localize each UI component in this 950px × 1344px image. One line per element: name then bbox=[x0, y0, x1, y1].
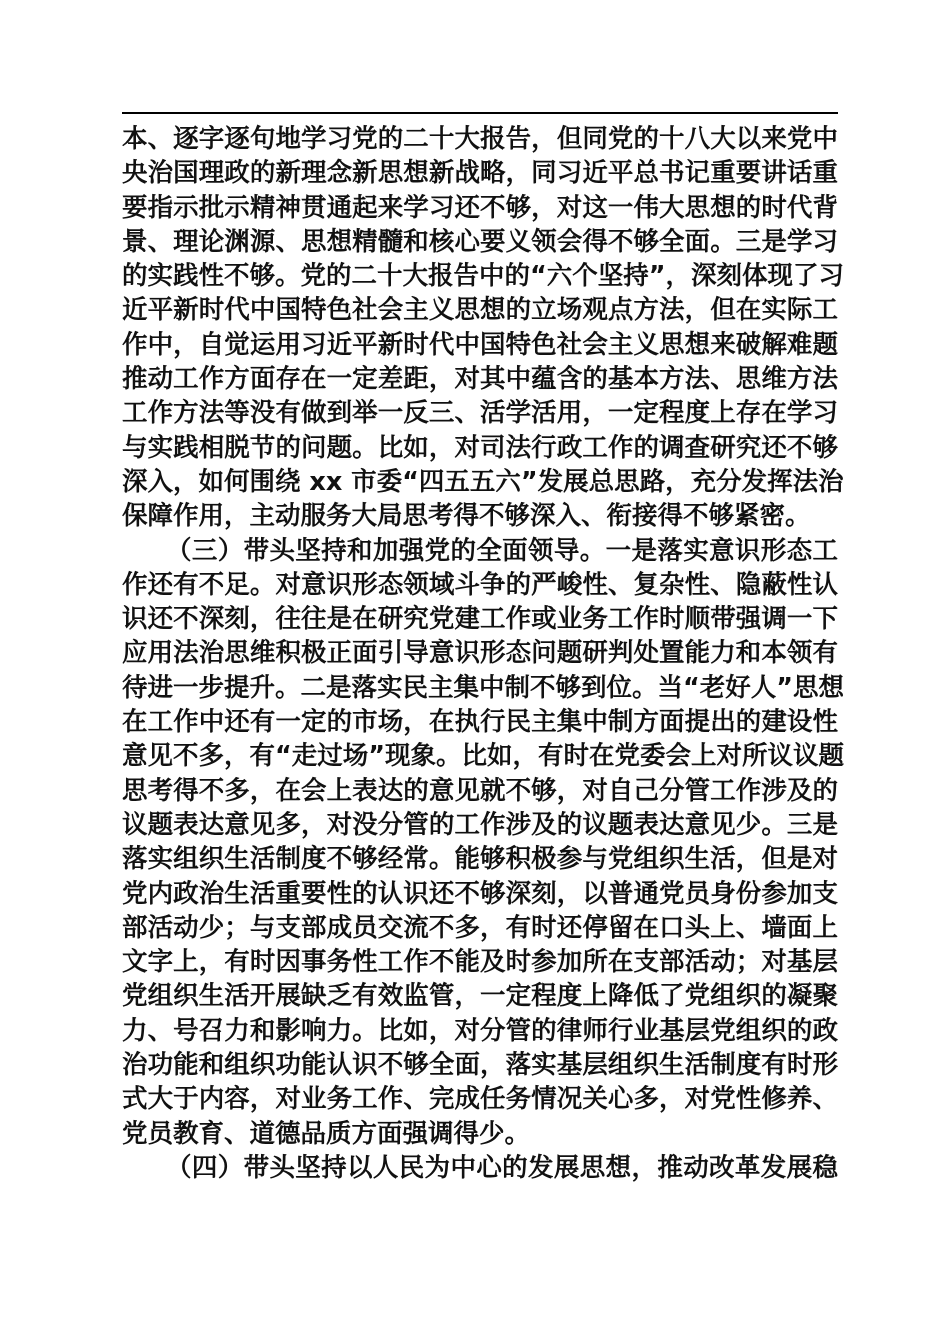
text-line: 治功能和组织功能认识不够全面，落实基层组织生活制度有时形 bbox=[122, 1050, 838, 1081]
text-line: 意见不多，有“走过场”现象。比如，有时在党委会上对所议议题 bbox=[122, 741, 845, 772]
text-line: 式大于内容，对业务工作、完成任务情况关心多，对党性修养、 bbox=[122, 1084, 838, 1115]
text-line: 与实践相脱节的问题。比如，对司法行政工作的调查研究还不够 bbox=[122, 432, 838, 463]
document-body bbox=[122, 122, 845, 1185]
text-line: 工作方法等没有做到举一反三、活学活用，一定程度上存在学习 bbox=[122, 398, 838, 429]
text-line: 党员教育、道德品质方面强调得少。 bbox=[122, 1118, 531, 1149]
text-line: 深入，如何围绕 xx 市委“四五五六”发展总思路，充分发挥法治 bbox=[122, 466, 844, 497]
text-line: 部活动少；与支部成员交流不多，有时还停留在口头上、墙面上 bbox=[122, 912, 838, 943]
text-line: 思考得不多，在会上表达的意见就不够，对自己分管工作涉及的 bbox=[122, 775, 838, 806]
text-line: 应用法治思维积极正面引导意识形态问题研判处置能力和本领有 bbox=[122, 638, 838, 669]
text-line: （三）带头坚持和加强党的全面领导。一是落实意识形态工 bbox=[166, 535, 838, 566]
text-line: 保障作用，主动服务大局思考得不够深入、衔接得不够紧密。 bbox=[122, 501, 811, 532]
text-line: 在工作中还有一定的市场，在执行民主集中制方面提出的建设性 bbox=[122, 707, 838, 738]
text-line: 作还有不足。对意识形态领域斗争的严峻性、复杂性、隐蔽性认 bbox=[122, 569, 838, 600]
text-line: 央治国理政的新理念新思想新战略，同习近平总书记重要讲话重 bbox=[122, 158, 838, 189]
text-line: 识还不深刻，往往是在研究党建工作或业务工作时顺带强调一下 bbox=[122, 604, 838, 635]
text-line: 议题表达意见多，对没分管的工作涉及的议题表达意见少。三是 bbox=[122, 809, 838, 840]
text-line: （四）带头坚持以人民为中心的发展思想，推动改革发展稳 bbox=[166, 1152, 838, 1183]
text-line: 落实组织生活制度不够经常。能够积极参与党组织生活，但是对 bbox=[122, 844, 838, 875]
text-line: 推动工作方面存在一定差距，对其中蕴含的基本方法、思维方法 bbox=[122, 364, 838, 395]
text-line: 党内政治生活重要性的认识还不够深刻，以普通党员身份参加支 bbox=[122, 878, 838, 909]
text-line: 党组织生活开展缺乏有效监管，一定程度上降低了党组织的凝聚 bbox=[122, 981, 838, 1012]
header-rule bbox=[122, 112, 838, 114]
text-line: 要指示批示精神贯通起来学习还不够，对这一伟大思想的时代背 bbox=[122, 192, 838, 223]
text-line: 景、理论渊源、思想精髓和核心要义领会得不够全面。三是学习 bbox=[122, 226, 838, 257]
text-line: 待进一步提升。二是落实民主集中制不够到位。当“老好人”思想 bbox=[122, 672, 845, 703]
text-line: 近平新时代中国特色社会主义思想的立场观点方法，但在实际工 bbox=[122, 295, 838, 326]
text-line: 力、号召力和影响力。比如，对分管的律师行业基层党组织的政 bbox=[122, 1015, 838, 1046]
text-line: 文字上，有时因事务性工作不能及时参加所在支部活动；对基层 bbox=[122, 947, 838, 978]
text-line: 的实践性不够。党的二十大报告中的“六个坚持”，深刻体现了习 bbox=[122, 261, 845, 292]
text-line: 本、逐字逐句地学习党的二十大报告，但同党的十八大以来党中 bbox=[122, 124, 838, 154]
text-line: 作中，自觉运用习近平新时代中国特色社会主义思想来破解难题 bbox=[122, 329, 838, 360]
